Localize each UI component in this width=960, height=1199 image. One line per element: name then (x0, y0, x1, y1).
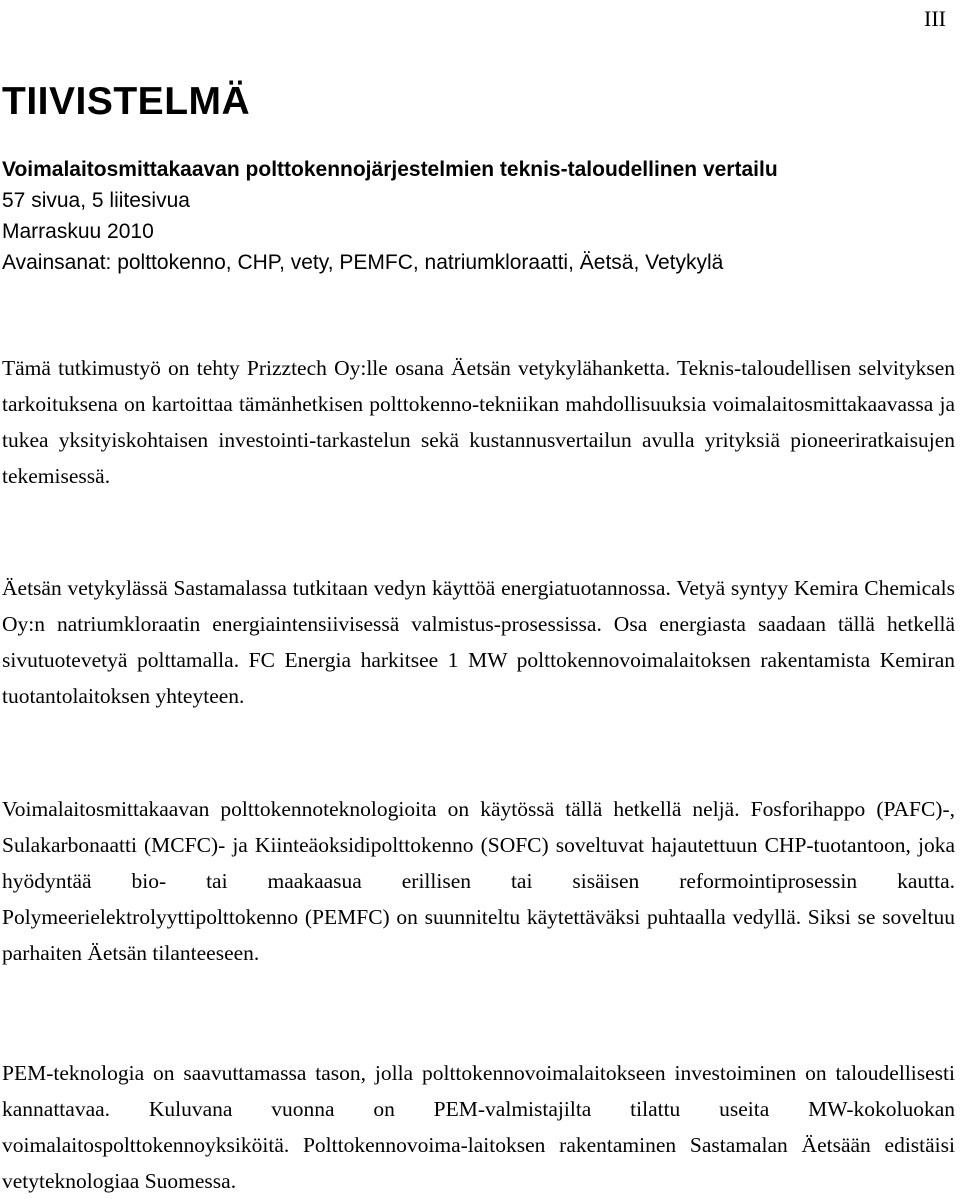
page-number: III (924, 6, 946, 31)
keywords: Avainsanat: polttokenno, CHP, vety, PEMFC, natriumkloraatti, Äetsä, Vetykylä (2, 251, 724, 274)
publication-date: Marraskuu 2010 (2, 220, 154, 243)
paragraph-3: Voimalaitosmittakaavan polttokennoteknologioita on käytössä tällä hetkellä neljä. Fosforihappo (PAFC)-, Sulakarbonaatti (MCFC)- ja Kiinteäoksidipolttokenno (SOFC) soveltuvat hajautettuun CHP-tuotantoon, joka hyödyntää bio- tai maakaasua erillisen tai sisäisen reformointiprosessin kautta. Polymeerielektrolyyttipolttokenno (PEMFC) on suunniteltu käytettäväksi puhtaalla vedyllä. Siksi se soveltuu parhaiten Äetsän tilanteeseen. (2, 797, 955, 965)
paragraph-2: Äetsän vetykylässä Sastamalassa tutkitaan vedyn käyttöä energiatuotannossa. Vetyä syntyy Kemira Chemicals Oy:n natriumkloraatin energiaintensiivisessä valmistus-prosessissa. Osa energiasta saadaan tällä hetkellä sivutuotevetyä polttamalla. FC Energia harkitsee 1 MW polttokennovoimalaitoksen rakentamista Kemiran tuotantolaitoksen yhteyteen. (2, 576, 955, 708)
paragraph-4: PEM-teknologia on saavuttamassa tason, jolla polttokennovoimalaitokseen investoiminen on taloudellisesti kannattavaa. Kuluvana vuonna on PEM-valmistajilta tilattu useita MW-kokoluokan voimalaitospolttokennoyksiköitä. Polttokennovoima-laitoksen rakentaminen Sastamalan Äetsään edistäisi vetyteknologiaa Suomessa. (2, 1061, 955, 1193)
abstract-metadata (2, 154, 947, 278)
paragraph-1: Tämä tutkimustyö on tehty Prizztech Oy:lle osana Äetsän vetykylähanketta. Teknis-taloudellisen selvityksen tarkoituksena on kartoittaa tämänhetkisen polttokenno-tekniikan mahdollisuuksia voimalaitosmittakaavassa ja tukea yksityiskohtaisen investointi-tarkastelun sekä kustannusvertailun avulla yrityksiä pioneeriratkaisujen tekemisessä. (2, 356, 955, 488)
page-count: 57 sivua, 5 liitesivua (2, 189, 190, 212)
thesis-subject: Voimalaitosmittakaavan polttokennojärjestelmien teknis-taloudellinen vertailu (2, 158, 778, 181)
page-title: TIIVISTELMÄ (2, 80, 251, 123)
